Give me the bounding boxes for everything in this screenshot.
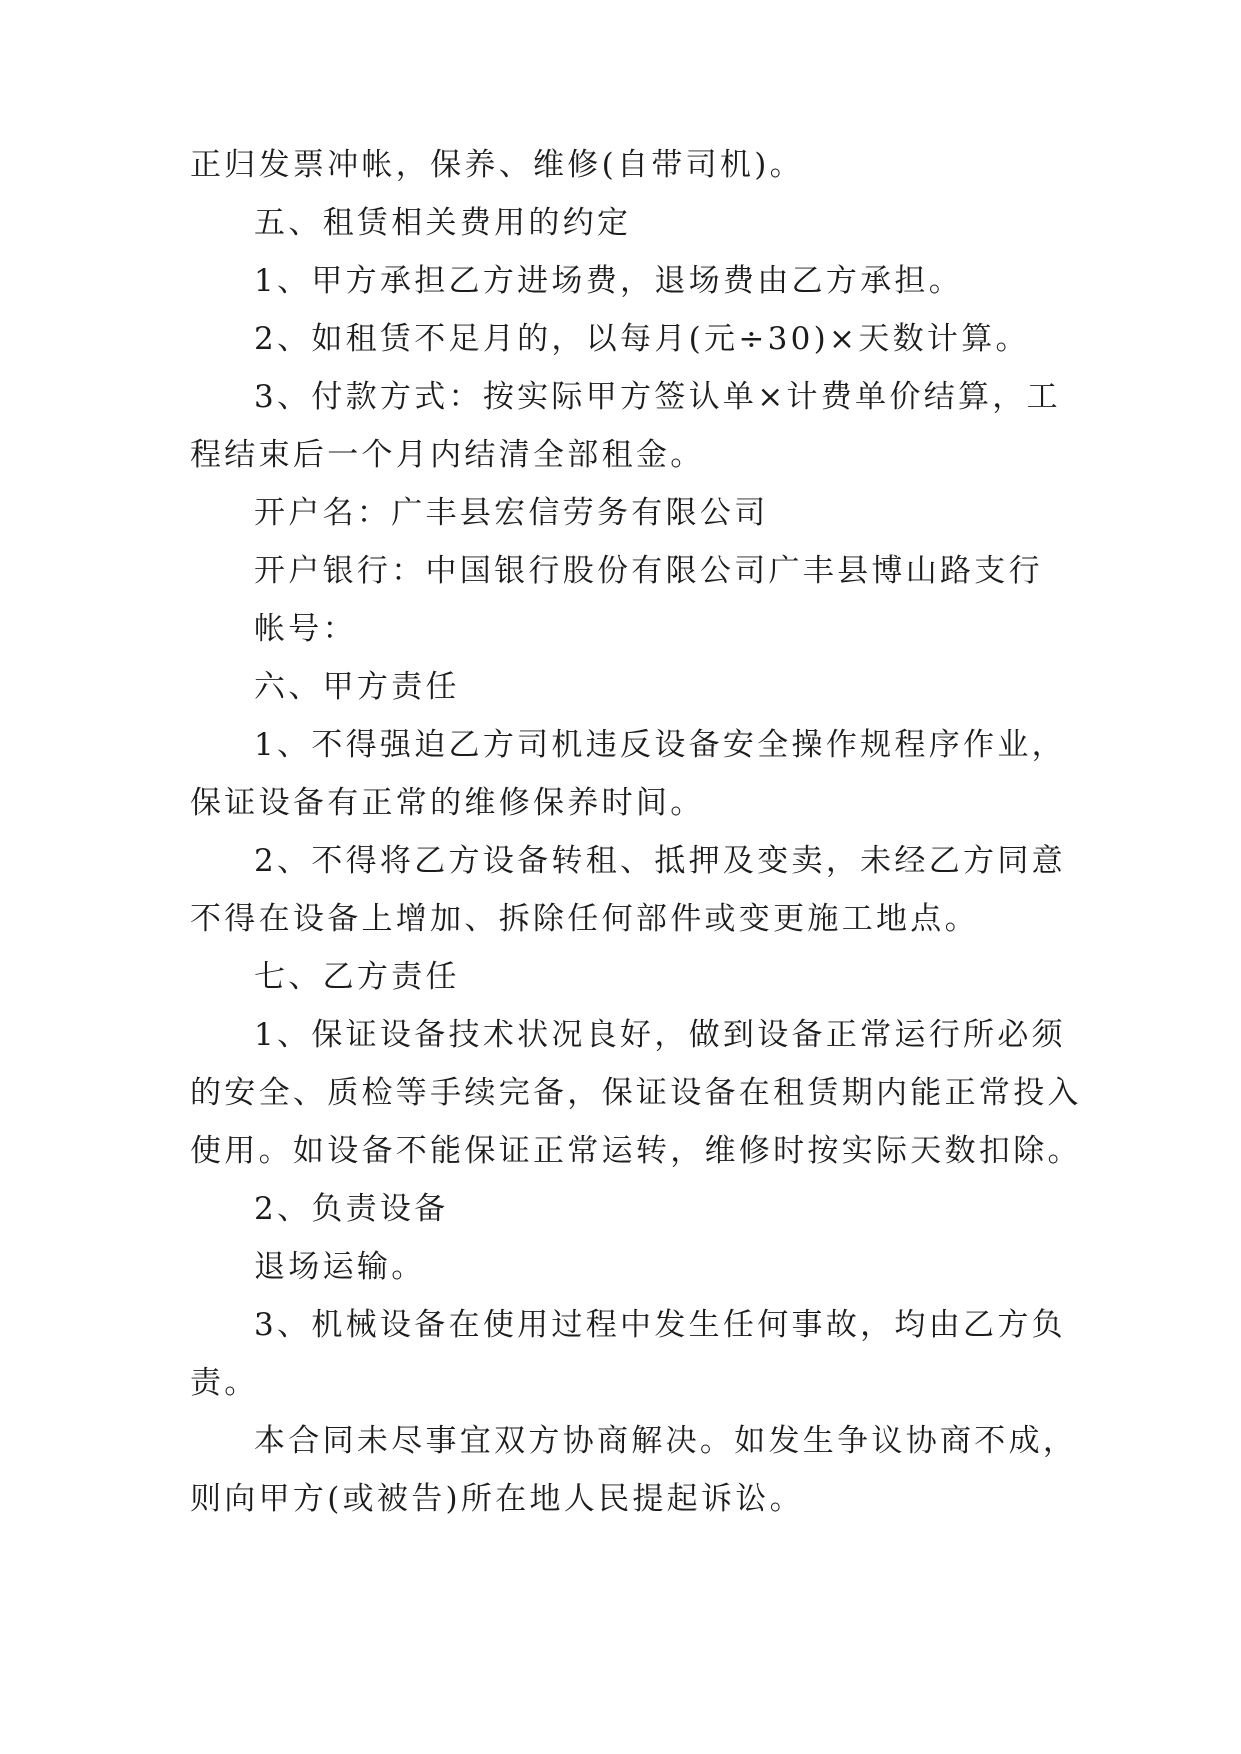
text-line: 正归发票冲帐，保养、维修(自带司机)。 <box>190 147 804 183</box>
text-line: 本合同未尽事宜双方协商解决。如发生争议协商不成， <box>254 1423 1078 1459</box>
account-name: 开户名：广丰县宏信劳务有限公司 <box>254 495 769 531</box>
text-line: 1、甲方承担乙方进场费，退场费由乙方承担。 <box>254 263 964 299</box>
text-line: 3、机械设备在使用过程中发生任何事故，均由乙方负 <box>254 1307 1066 1343</box>
text-line: 程结束后一个月内结清全部租金。 <box>190 437 705 473</box>
section-heading: 五、租赁相关费用的约定 <box>254 205 632 241</box>
bank-name: 开户银行：中国银行股份有限公司广丰县博山路支行 <box>254 553 1043 589</box>
text-line: 2、如租赁不足月的，以每月(元÷30)×天数计算。 <box>254 321 1030 357</box>
text-line: 1、不得强迫乙方司机违反设备安全操作规程序作业， <box>254 727 1066 763</box>
text-line: 保证设备有正常的维修保养时间。 <box>190 785 705 821</box>
text-line: 1、保证设备技术状况良好，做到设备正常运行所必须 <box>254 1017 1066 1053</box>
text-line: 则向甲方(或被告)所在地人民提起诉讼。 <box>190 1481 804 1517</box>
section-heading: 七、乙方责任 <box>254 959 460 995</box>
text-line: 2、不得将乙方设备转租、抵押及变卖，未经乙方同意 <box>254 843 1066 879</box>
account-number-label: 帐号： <box>254 611 357 647</box>
text-line: 不得在设备上增加、拆除任何部件或变更施工地点。 <box>190 901 979 937</box>
section-heading: 六、甲方责任 <box>254 669 460 705</box>
text-line: 使用。如设备不能保证正常运转，维修时按实际天数扣除。 <box>190 1133 1082 1169</box>
text-line: 2、负责设备 <box>254 1191 449 1227</box>
text-line: 3、付款方式：按实际甲方签认单×计费单价结算，工 <box>254 379 1061 415</box>
text-line: 责。 <box>190 1365 259 1401</box>
text-line: 的安全、质检等手续完备，保证设备在租赁期内能正常投入 <box>190 1075 1082 1111</box>
text-line: 退场运输。 <box>254 1249 426 1285</box>
